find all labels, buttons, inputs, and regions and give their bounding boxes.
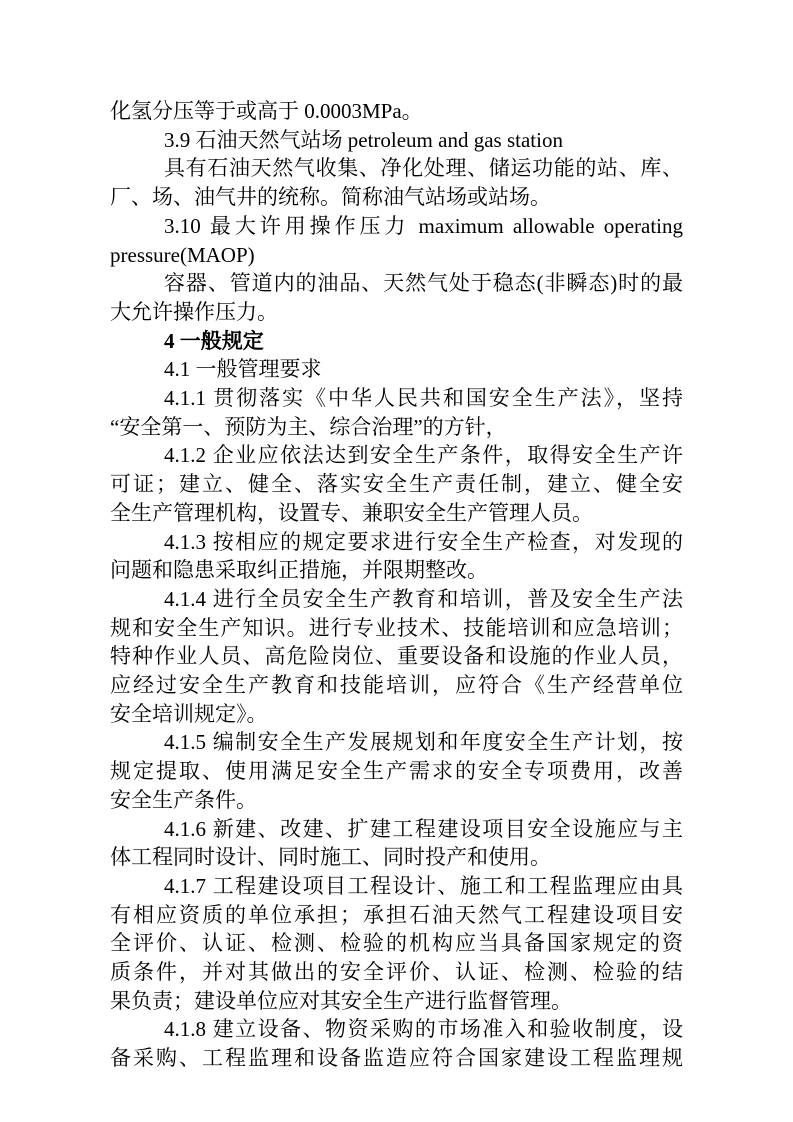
text-line: 3.9 石油天然气站场 petroleum and gas station bbox=[164, 127, 563, 152]
text-line: 备采购、工程监理和设备监造应符合国家建设工程监理规 bbox=[110, 1046, 683, 1071]
text-line: 体工程同时设计、同时施工、同时投产和使用。 bbox=[110, 845, 551, 870]
text-line: 4.1.2 企业应依法达到安全生产条件，取得安全生产许 bbox=[164, 443, 683, 468]
text-line: 4.1.3 按相应的规定要求进行安全生产检查，对发现的 bbox=[164, 529, 683, 554]
text-line: 可证；建立、健全、落实安全生产责任制，建立、健全安 bbox=[110, 472, 683, 497]
text-line: 4.1.6 新建、改建、扩建工程建设项目安全设施应与主 bbox=[164, 816, 683, 841]
text-line: 4.1.8 建立设备、物资采购的市场准入和验收制度，设 bbox=[164, 1017, 683, 1042]
text-line: 安全培训规定》。 bbox=[110, 701, 268, 726]
text-line: pressure(MAOP) bbox=[110, 242, 255, 267]
text-line: “安全第一、预防为主、综合治理”的方针， bbox=[110, 414, 507, 439]
text-line: 特种作业人员、高危险岗位、重要设备和设施的作业人员， bbox=[110, 644, 683, 669]
text-line: 容器、管道内的油品、天然气处于稳态(非瞬态)时的最 bbox=[164, 271, 683, 296]
text-line: 具有石油天然气收集、净化处理、储运功能的站、库、 bbox=[164, 156, 683, 181]
text-line: 应经过安全生产教育和技能培训，应符合《生产经营单位 bbox=[110, 673, 683, 697]
text-line: 规和安全生产知识。进行专业技术、技能培训和应急培训； bbox=[110, 615, 683, 640]
text-line: 4.1.1 贯彻落实《中华人民共和国安全生产法》，坚持 bbox=[164, 386, 683, 410]
text-line: 厂、场、油气井的统称。简称油气站场或站场。 bbox=[110, 185, 551, 210]
text-line: 4.1.7 工程建设项目工程设计、施工和工程监理应由具 bbox=[164, 873, 683, 898]
text-line: 大允许操作压力。 bbox=[110, 299, 278, 324]
text-line: 4.1.4 进行全员安全生产教育和培训，普及安全生产法 bbox=[164, 586, 683, 611]
text-line: 规定提取、使用满足安全生产需求的安全专项费用，改善 bbox=[110, 759, 683, 784]
text-line: 4.1.5 编制安全生产发展规划和年度安全生产计划，按 bbox=[164, 730, 683, 755]
text-line: 全生产管理机构，设置专、兼职安全生产管理人员。 bbox=[110, 500, 593, 525]
text-line: 3.10 最大许用操作压力 maximum allowable operating bbox=[164, 213, 683, 238]
text-line: 安全生产条件。 bbox=[110, 787, 257, 812]
text-line: 有相应资质的单位承担；承担石油天然气工程建设项目安 bbox=[110, 902, 683, 927]
text-line: 化氢分压等于或高于 0.0003MPa。 bbox=[110, 99, 423, 123]
text-line: 全评价、认证、检测、检验的机构应当具备国家规定的资 bbox=[110, 931, 683, 956]
text-line: 果负责；建设单位应对其安全生产进行监督管理。 bbox=[110, 988, 572, 1013]
text-line: 质条件，并对其做出的安全评价、认证、检测、检验的结 bbox=[110, 960, 683, 984]
text-line: 问题和隐患采取纠正措施，并限期整改。 bbox=[110, 558, 488, 583]
text-line: 4.1 一般管理要求 bbox=[164, 357, 322, 382]
section-heading: 4 一般规定 bbox=[164, 328, 264, 353]
